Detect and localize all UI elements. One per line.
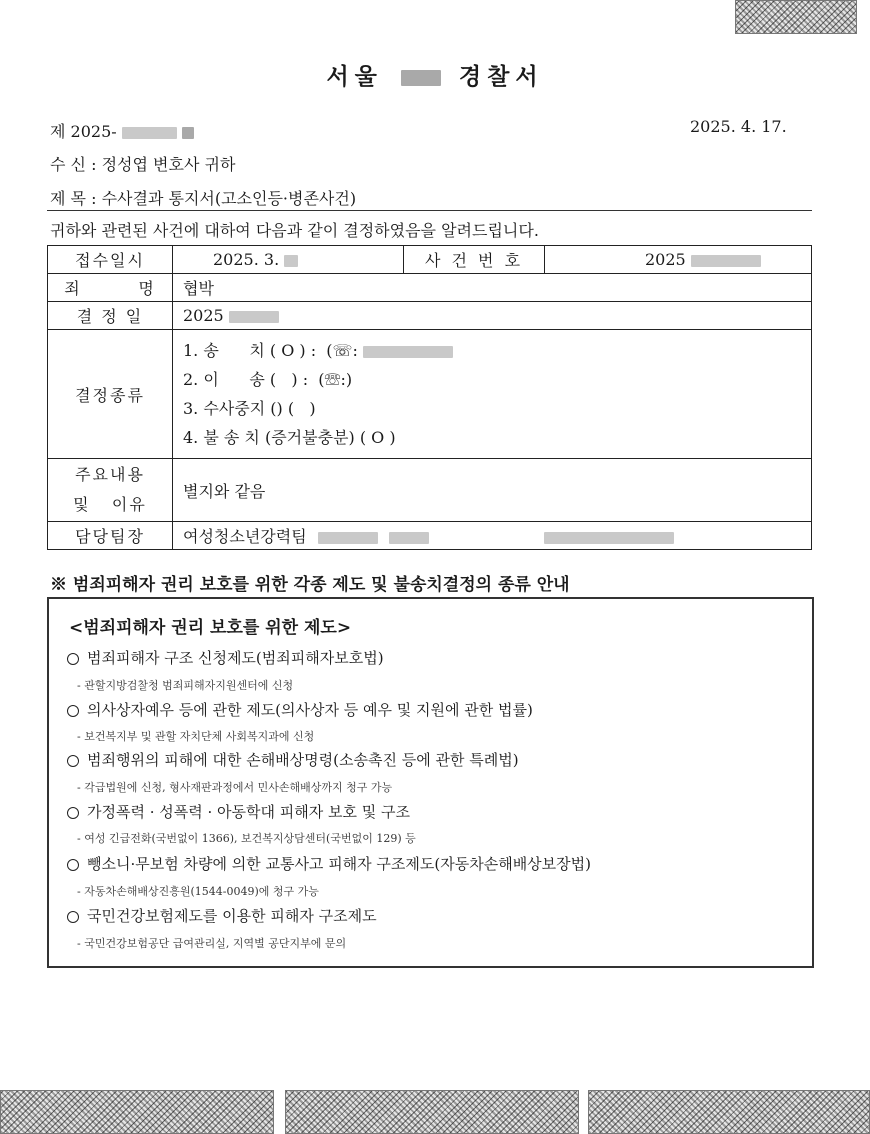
decision-table <box>47 245 812 550</box>
decision-type-4: 4. 불 송 치 (증거불충분) ( O ) <box>183 428 396 447</box>
list-item-detail: - 보건복지부 및 관할 자치단체 사회복지과에 신청 <box>77 730 315 743</box>
redacted-phone <box>363 346 453 358</box>
list-item: 뺑소니·무보험 차량에 의한 교통사고 피해자 구조제도(자동차손해배상보장법) <box>67 853 591 874</box>
received-label: 접수일시 <box>48 246 173 274</box>
redacted-received <box>284 255 298 267</box>
table-row <box>48 246 812 274</box>
redacted-team-3 <box>544 532 674 544</box>
redacted-team-2 <box>389 532 429 544</box>
team-label: 담당팀장 <box>48 522 173 550</box>
table-row <box>48 459 812 522</box>
redacted-office <box>401 70 441 86</box>
list-item: 범죄행위의 피해에 대한 손해배상명령(소송촉진 등에 관한 특례법) <box>67 749 519 770</box>
circle-bullet-icon <box>67 755 79 767</box>
summary-value: 별지와 같음 <box>173 459 812 522</box>
list-item: 국민건강보험제도를 이용한 피해자 구조제도 <box>67 905 377 926</box>
table-row <box>48 302 812 330</box>
security-strip-2 <box>285 1090 579 1134</box>
notice-title: ※ 범죄피해자 권리 보호를 위한 각종 제도 및 불송치결정의 종류 안내 <box>50 575 570 595</box>
team-value: 여성청소년강력팀 <box>173 522 812 550</box>
case-no-value: 2025 <box>545 246 812 274</box>
subject-rule <box>47 210 812 211</box>
circle-bullet-icon <box>67 911 79 923</box>
redacted-case-no <box>691 255 761 267</box>
subject: 수사결과 통지서(고소인등·병존사건) <box>101 189 357 208</box>
redacted-number <box>122 127 177 139</box>
doc-date: 2025. 4. 17. <box>690 117 787 136</box>
decision-type-1: 1. 송 치 ( O ) : (☏: <box>183 336 801 365</box>
list-item-detail: - 자동차손해배상진흥원(1544-0049)에 청구 가능 <box>77 885 319 898</box>
decision-type-label: 결정종류 <box>48 330 173 459</box>
subject-line: 제 목 : 수사결과 통지서(고소인등·병존사건) <box>50 189 357 208</box>
list-item-detail: - 관할지방검찰청 범죄피해자지원센터에 신청 <box>77 679 294 692</box>
circle-bullet-icon <box>67 859 79 871</box>
office-name: 서울 <box>326 63 383 90</box>
redacted-decision-date <box>229 311 279 323</box>
decision-date-label: 결 정 일 <box>48 302 173 330</box>
summary-label: 주요내용 및 이유 <box>48 459 173 522</box>
decision-type-3: 3. 수사중지 () ( ) <box>183 399 316 418</box>
list-item: 의사상자예우 등에 관한 제도(의사상자 등 예우 및 지원에 관한 법률) <box>67 699 533 720</box>
intro-text: 귀하와 관련된 사건에 대하여 다음과 같이 결정하였음을 알려드립니다. <box>50 221 539 240</box>
list-item-detail: - 각급법원에 신청, 형사재판과정에서 민사손해배상까지 청구 가능 <box>77 781 393 794</box>
decision-date-value: 2025 <box>173 302 812 330</box>
recipient-line: 수 신 : 정성엽 변호사 귀하 <box>50 155 236 174</box>
barcode-top <box>735 0 857 34</box>
doc-number: 제 2025- <box>50 119 194 142</box>
box-heading: <범죄피해자 권리 보호를 위한 제도> <box>69 618 352 638</box>
page-title <box>0 58 870 91</box>
office-suffix: 경찰서 <box>458 63 544 90</box>
security-strip-1 <box>0 1090 274 1134</box>
table-row <box>48 330 812 459</box>
redacted-team-1 <box>318 532 378 544</box>
case-no-label: 사 건 번 호 <box>404 246 545 274</box>
circle-bullet-icon <box>67 807 79 819</box>
decision-type-2: 2. 이 송 ( ) : (☏:) <box>183 370 353 389</box>
list-item: 가정폭력 · 성폭력 · 아동학대 피해자 보호 및 구조 <box>67 801 410 822</box>
list-item: 범죄피해자 구조 신청제도(범죄피해자보호법) <box>67 647 384 668</box>
crime-value: 협박 <box>173 274 812 302</box>
recipient: 정성엽 변호사 귀하 <box>101 155 236 174</box>
redacted-number-2 <box>182 127 194 139</box>
crime-label: 죄 명 <box>48 274 173 302</box>
circle-bullet-icon <box>67 653 79 665</box>
table-row <box>48 274 812 302</box>
security-strip-3 <box>588 1090 870 1134</box>
received-value: 2025. 3. <box>173 246 404 274</box>
circle-bullet-icon <box>67 705 79 717</box>
victim-rights-box <box>47 597 814 968</box>
decision-types <box>173 330 812 459</box>
table-row <box>48 522 812 550</box>
list-item-detail: - 국민건강보험공단 급여관리실, 지역별 공단지부에 문의 <box>77 937 347 950</box>
list-item-detail: - 여성 긴급전화(국번없이 1366), 보건복지상담센터(국번없이 129) 등 <box>77 832 416 845</box>
